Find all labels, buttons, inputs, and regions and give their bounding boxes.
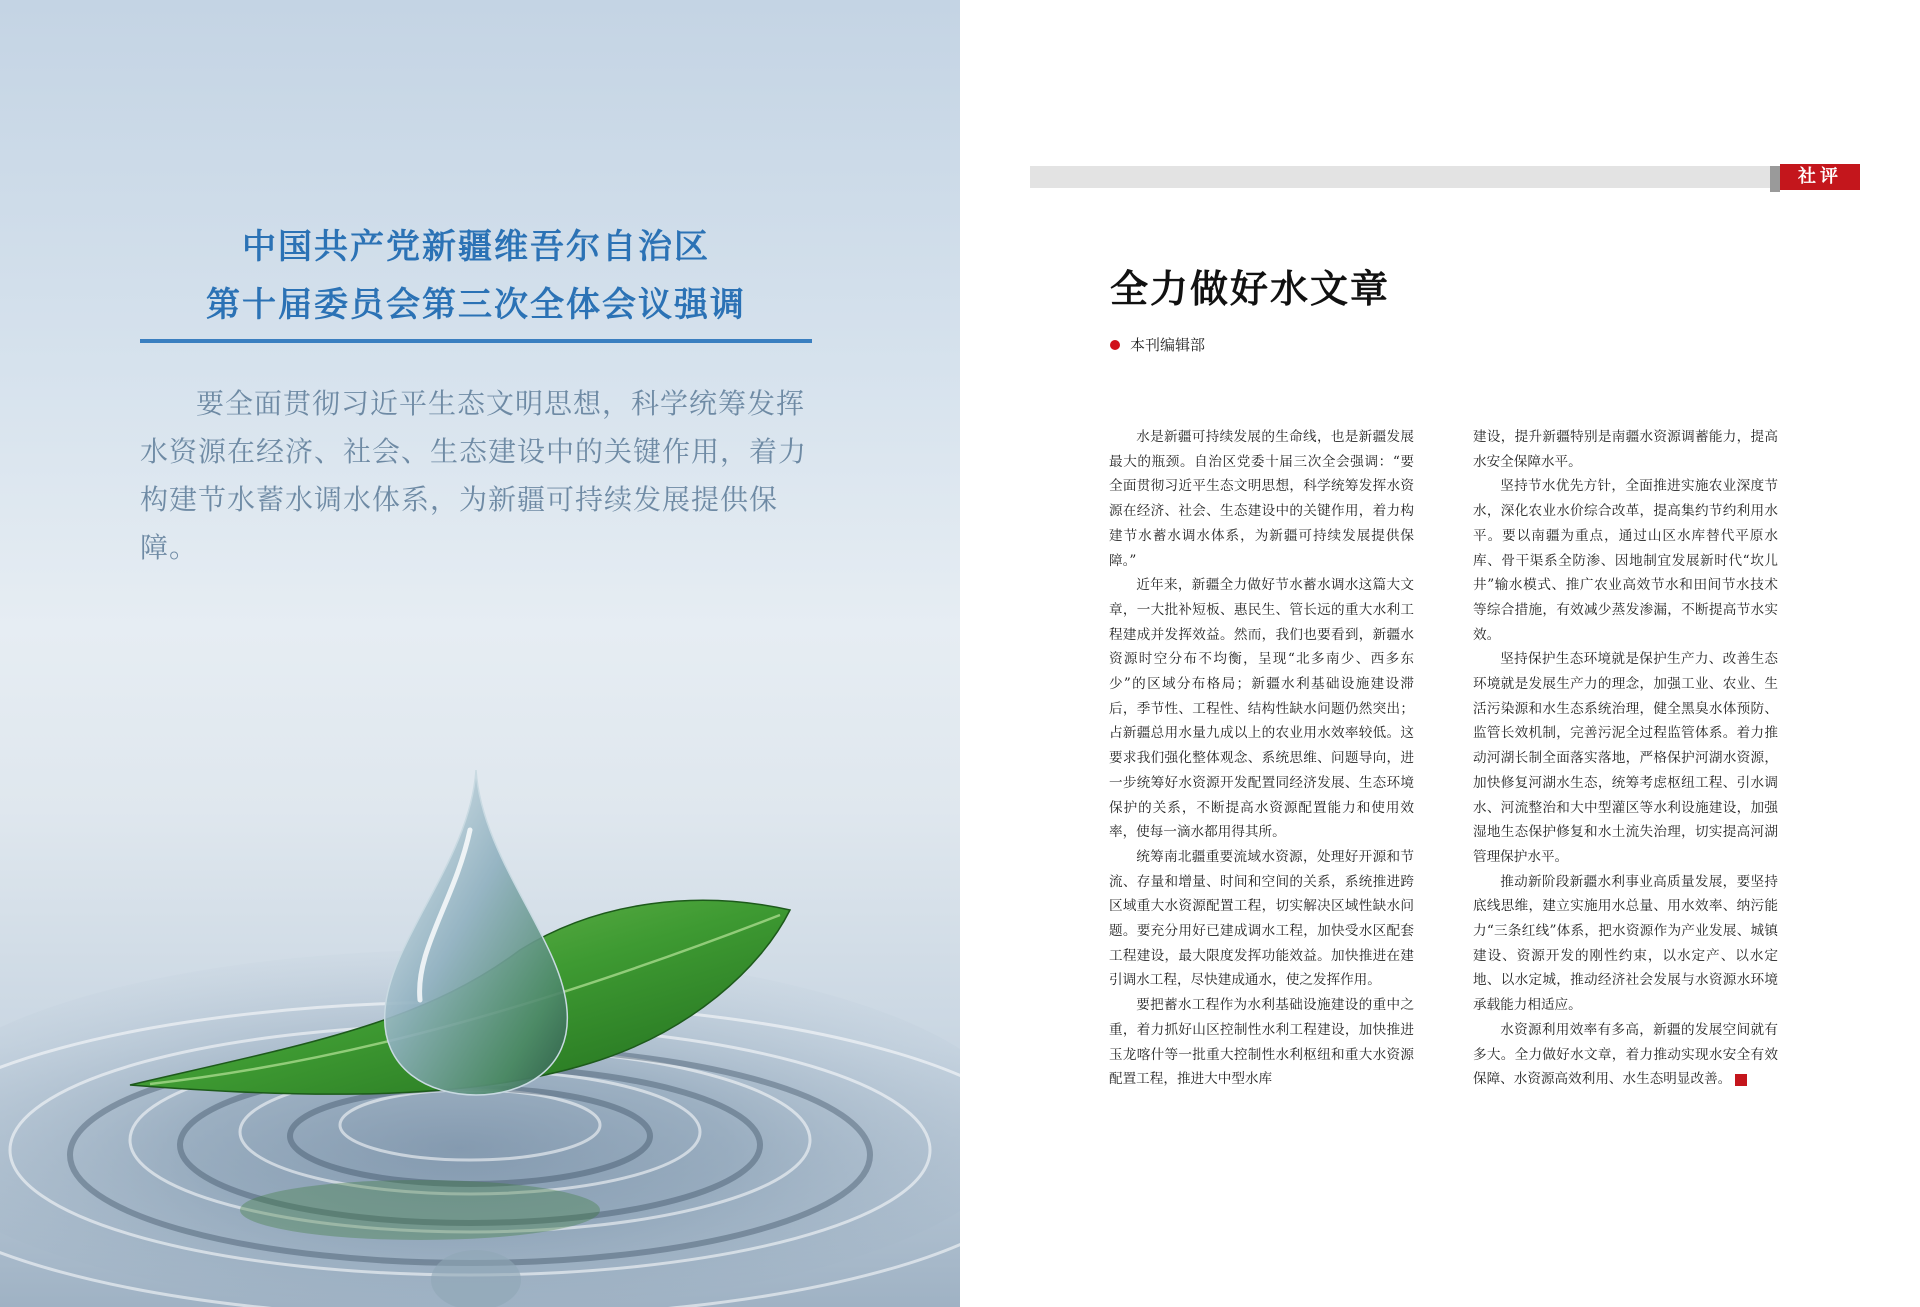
paragraph: 要把蓄水工程作为水利基础设施建设的重中之重，着力抓好山区控制性水利工程建设，加快推进玉龙喀什等一批重大控制性水利枢纽和重大水资源配置工程，推进大中型水库 — [1109, 997, 1414, 1088]
heading-underline — [140, 339, 812, 343]
article-title: 全力做好水文章 — [1110, 267, 1391, 311]
paragraph: 推动新阶段新疆水利事业高质量发展，要坚持底线思维，建立实施用水总量、用水效率、纳污能力“三条红线”体系，把水资源作为产业发展、城镇建设、资源开发的刚性约束，以水定产、以水定地、以水定城，推动经济社会发展与水资源水环境承载能力相适应。 — [1473, 873, 1778, 1014]
heading-line-2: 第十届委员会第三次全体会议强调 — [206, 285, 746, 325]
paragraph: 坚持节水优先方针，全面推进实施农业深度节水，深化农业水价综合改革，提高集约节约利用水平。要以南疆为重点，通过山区水库替代平原水库、骨干渠系全防渗、因地制宜发展新时代“坎儿井”输水模式、推广农业高效节水和田间节水技术等综合措施，有效减少蒸发渗漏，不断提高节水实效。 — [1473, 478, 1778, 643]
article-column-2 — [1473, 425, 1778, 1092]
section-header-bar — [1030, 166, 1778, 188]
water-drop — [385, 770, 568, 1095]
paragraph: 水是新疆可持续发展的生命线，也是新疆发展最大的瓶颈。自治区党委十届三次全会强调：“要全面贯彻习近平生态文明思想，科学统筹发挥水资源在经济、社会、生态建设中的关键作用，着力构建节水蓄水调水体系，为新疆可持续发展提供保障。” — [1109, 429, 1414, 569]
paragraph: 统筹南北疆重要流域水资源，处理好开源和节流、存量和增量、时间和空间的关系，系统推进跨区域重大水资源配置工程，切实解决区域性缺水问题。要充分用好已建成调水工程，加快受水区配套工程建设，最大限度发挥功能效益。加快推进在建引调水工程，尽快建成通水，使之发挥作用。 — [1109, 848, 1414, 989]
paragraph: 近年来，新疆全力做好节水蓄水调水这篇大文章，一大批补短板、惠民生、管长远的重大水利工程建成并发挥效益。然而，我们也要看到，新疆水资源时空分布不均衡，呈现“北多南少、西多东少”的区域分布格局；新疆水利基础设施建设滞后，季节性、工程性、结构性缺水问题仍然突出；占新疆总用水量九成以上的农业用水效率较低。这要求我们强化整体观念、系统思维、问题导向，进一步统筹好水资源开发配置同经济发展、生态环境保护的关系，不断提高水资源配置能力和使用效率，使每一滴水都用得其所。 — [1109, 577, 1414, 841]
section-tag-fold — [1770, 166, 1780, 192]
lead-paragraph: 要全面贯彻习近平生态文明思想，科学统筹发挥水资源在经济、社会、生态建设中的关键作用，着力构建节水蓄水调水体系，为新疆可持续发展提供保障。 — [140, 387, 808, 564]
section-tag: 社评 — [1780, 164, 1860, 190]
heading-line-1: 中国共产党新疆维吾尔自治区 — [242, 227, 710, 267]
byline — [1110, 334, 1205, 355]
article-column-1 — [1109, 425, 1414, 1092]
paragraph: 建设，提升新疆特别是南疆水资源调蓄能力，提高水安全保障水平。 — [1473, 429, 1778, 470]
byline-text: 本刊编辑部 — [1130, 336, 1206, 354]
final-paragraph-text: 水资源利用效率有多高，新疆的发展空间就有多大。全力做好水文章，着力推动实现水安全有效保障、水资源高效利用、水生态明显改善。 — [1473, 1021, 1778, 1088]
water-drop-leaf-illustration — [0, 740, 960, 1307]
paragraph: 坚持保护生态环境就是保护生产力、改善生态环境就是发展生产力的理念，加强工业、农业、生活污染源和水生态系统治理，健全黑臭水体预防、监管长效机制，完善污泥全过程监管体系。着力推动河湖长制全面落实落地，严格保护河湖水资源，加快修复河湖水生态，统筹考虑枢纽工程、引水调水、河流整治和大中型灌区等水利设施建设，加强湿地生态保护修复和水土流失治理，切实提高河湖管理保护水平。 — [1473, 651, 1778, 865]
leaf-reflection — [240, 1180, 600, 1240]
paragraph-final — [1473, 1018, 1778, 1092]
right-page — [960, 0, 1920, 1307]
byline-bullet-icon — [1110, 340, 1120, 350]
left-heading — [140, 218, 812, 334]
end-mark-icon — [1735, 1074, 1747, 1086]
